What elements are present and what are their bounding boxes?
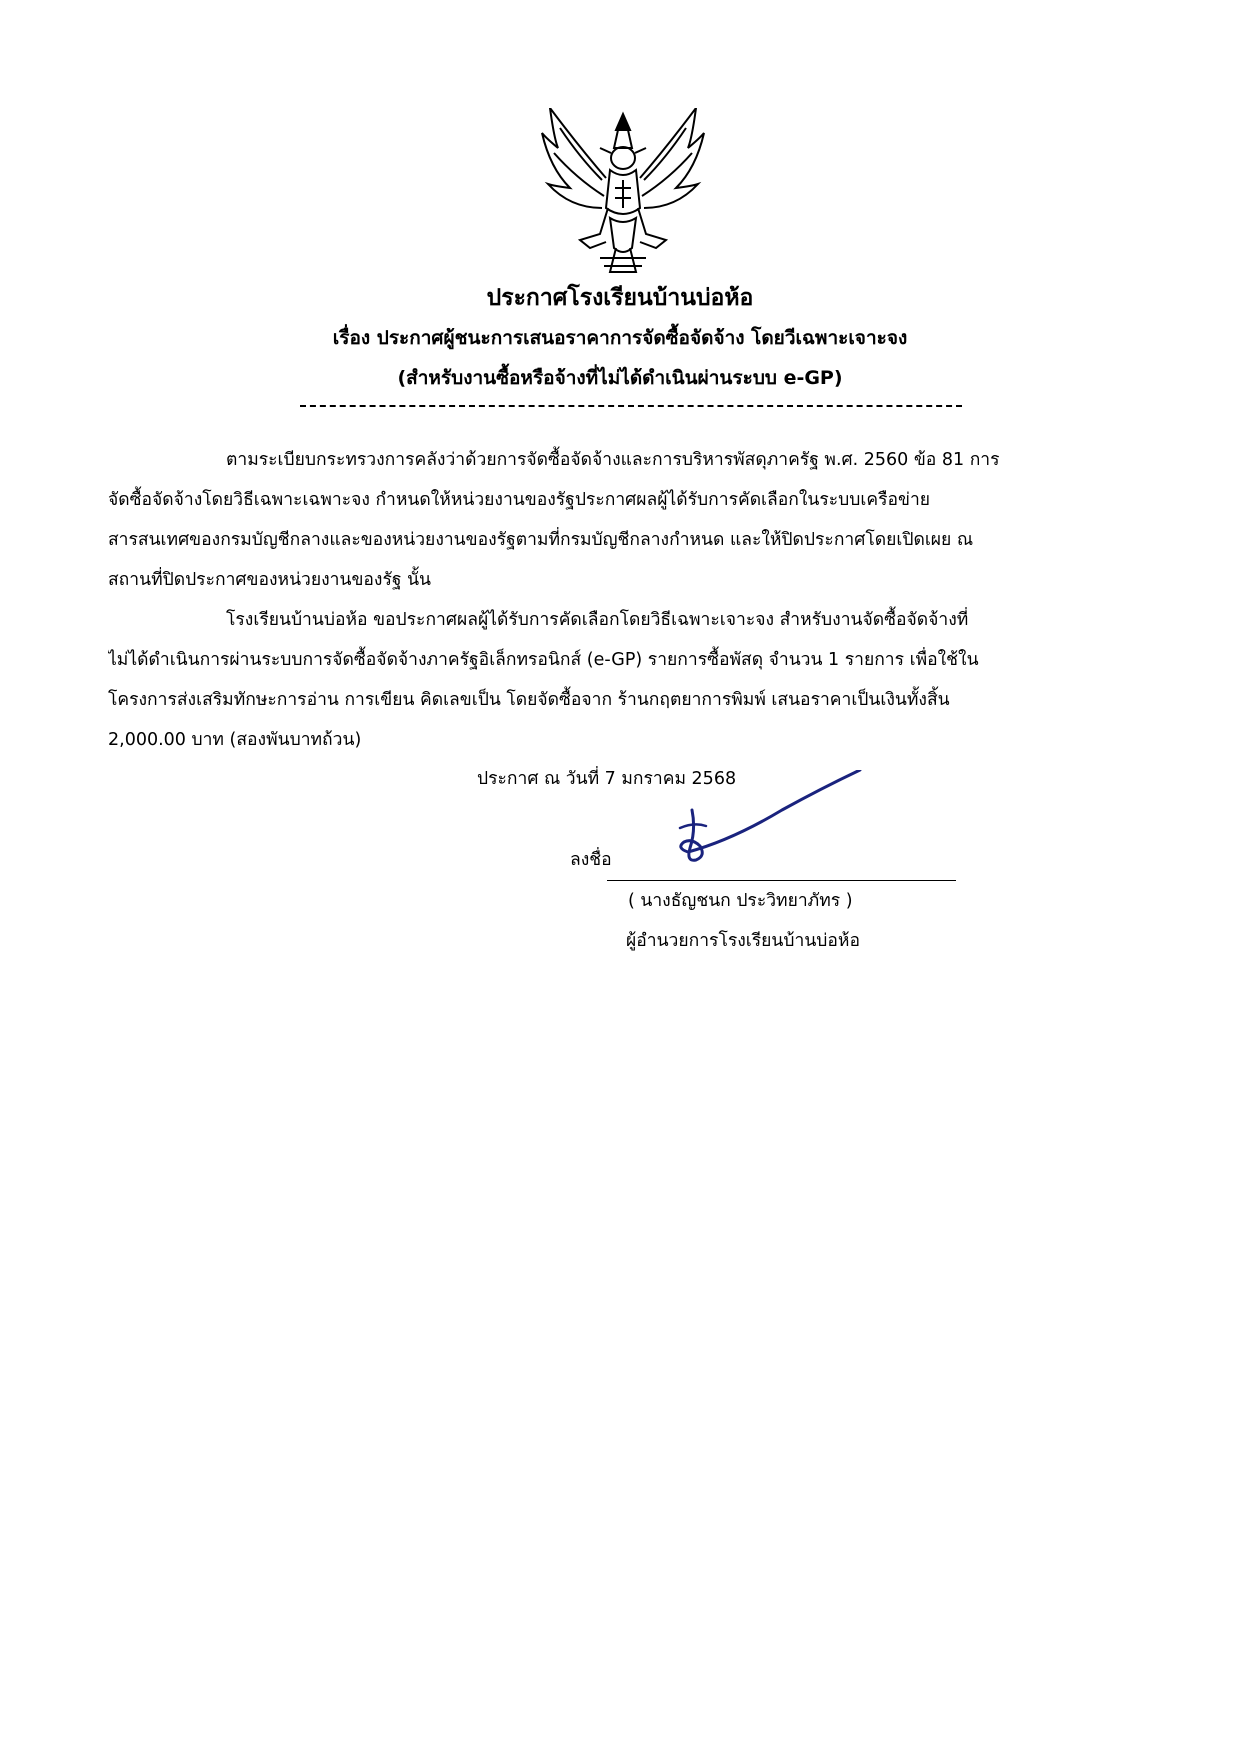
paragraph-regulation <box>108 440 1132 600</box>
paragraph-line: ไม่ได้ดำเนินการผ่านระบบการจัดซื้อจัดจ้างภาครัฐอิเล็กทรอนิกส์ (e-GP) รายการซื้อพัสดุ จำนวน 1 รายการ เพื่อใช้ใน <box>108 650 979 670</box>
announcement-subject: เรื่อง ประกาศผู้ชนะการเสนอราคาการจัดซื้อจัดจ้าง โดยวีเฉพาะเจาะจง <box>332 327 908 349</box>
paragraph-line: ตามระเบียบกระทรวงการคลังว่าด้วยการจัดซื้อจัดจ้างและการบริหารพัสดุภาครัฐ พ.ศ. 2560 ข้อ 81 การ <box>226 450 1000 470</box>
garuda-emblem-icon <box>540 108 706 278</box>
paragraph-line: โครงการส่งเสริมทักษะการอ่าน การเขียน คิดเลขเป็น โดยจัดซื้อจาก ร้านกฤตยาการพิมพ์ เสนอราคาเป็นเงินทั้งสิ้น <box>108 690 950 710</box>
signature-line <box>607 880 956 881</box>
signer-position: ผู้อำนวยการโรงเรียนบ้านบ่อห้อ <box>626 931 860 951</box>
paragraph-line: จัดซื้อจัดจ้างโดยวิธีเฉพาะเฉพาะจง กำหนดให้หน่วยงานของรัฐประกาศผลผู้ได้รับการคัดเลือกในระบบเครือข่าย <box>108 490 931 510</box>
paragraph-line: 2,000.00 บาท (สองพันบาทถ้วน) <box>108 730 362 750</box>
signer-name: ( นางธัญชนก ประวิทยาภัทร ) <box>628 891 853 911</box>
paragraph-line: สถานที่ปิดประกาศของหน่วยงานของรัฐ นั้น <box>108 570 432 590</box>
separator-line <box>300 405 962 407</box>
announcement-date: ประกาศ ณ วันที่ 7 มกราคม 2568 <box>477 769 737 789</box>
announcement-title: ประกาศโรงเรียนบ้านบ่อห้อ <box>486 285 754 311</box>
announcement-note: (สำหรับงานซื้อหรือจ้างที่ไม่ได้ดำเนินผ่านระบบ e-GP) <box>397 367 843 389</box>
paragraph-line: โรงเรียนบ้านบ่อห้อ ขอประกาศผลผู้ได้รับการคัดเลือกโดยวิธีเฉพาะเจาะจง สำหรับงานจัดซื้อจัดจ้างที่ <box>226 610 969 630</box>
signature-label: ลงชื่อ <box>570 850 612 870</box>
paragraph-result <box>108 600 1132 760</box>
handwritten-signature <box>672 770 862 870</box>
paragraph-line: สารสนเทศของกรมบัญชีกลางและของหน่วยงานของรัฐตามที่กรมบัญชีกลางกำหนด และให้ปิดประกาศโดยเปิดเผย ณ <box>108 530 974 550</box>
